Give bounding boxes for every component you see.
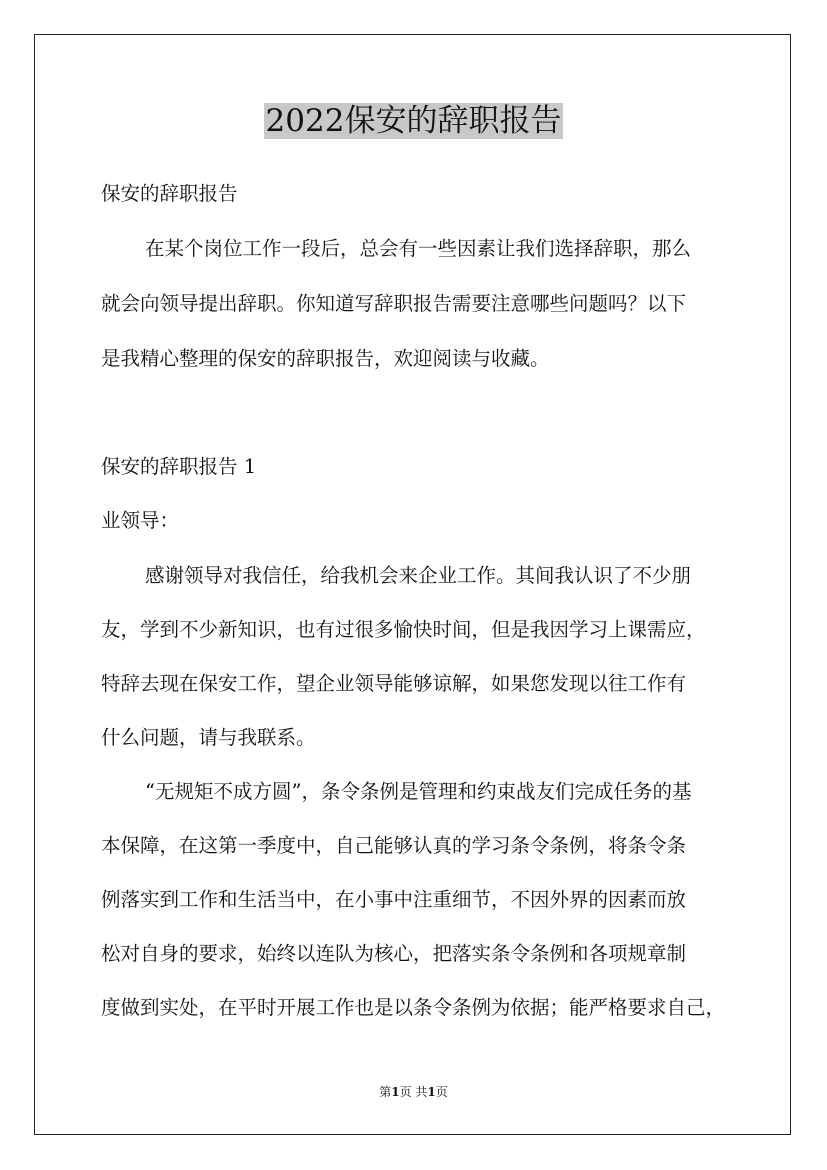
intro-line-2: 就会向领导提出辞职。你知道写辞职报告需要注意哪些问题吗？以下 [101, 292, 687, 315]
salutation: 业领导： [101, 509, 180, 532]
paragraph2-line-5: 度做到实处，在平时开展工作也是以条令条例为依据；能严格要求自己， [101, 996, 726, 1019]
footer-page-number: 1 [391, 1085, 400, 1099]
footer-total-pages: 1 [427, 1085, 436, 1099]
subtitle: 保安的辞职报告 [101, 182, 238, 205]
paragraph2-line-2: 本保障，在这第一季度中，自己能够认真的学习条令条例，将条令条 [101, 834, 687, 857]
intro-line-3: 是我精心整理的保安的辞职报告，欢迎阅读与收藏。 [101, 347, 550, 370]
page-footer [0, 1083, 827, 1101]
section-heading: 保安的辞职报告 1 [101, 455, 257, 478]
footer-mid: 页 共 [399, 1085, 428, 1099]
footer-prefix: 第 [379, 1085, 392, 1099]
footer-suffix: 页 [435, 1085, 448, 1099]
document-title [0, 98, 827, 144]
paragraph1-line-4: 什么问题，请与我联系。 [101, 726, 316, 749]
paragraph1-line-1: 感谢领导对我信任，给我机会来企业工作。其间我认识了不少朋 [145, 564, 692, 587]
paragraph1-line-2: 友，学到不少新知识，也有过很多愉快时间，但是我因学习上课需应， [101, 618, 706, 641]
paragraph2-line-3: 例落实到工作和生活当中，在小事中注重细节，不因外界的因素而放 [101, 888, 687, 911]
paragraph2-line-1: “无规矩不成方圆”，条令条例是管理和约束战友们完成任务的基 [145, 780, 692, 803]
paragraph2-line-4: 松对自身的要求，始终以连队为核心，把落实条令条例和各项规章制 [101, 942, 687, 965]
intro-line-1: 在某个岗位工作一段后，总会有一些因素让我们选择辞职，那么 [145, 237, 692, 260]
paragraph1-line-3: 特辞去现在保安工作，望企业领导能够谅解，如果您发现以往工作有 [101, 672, 687, 695]
title-highlight: 2022保安的辞职报告 [265, 103, 562, 139]
